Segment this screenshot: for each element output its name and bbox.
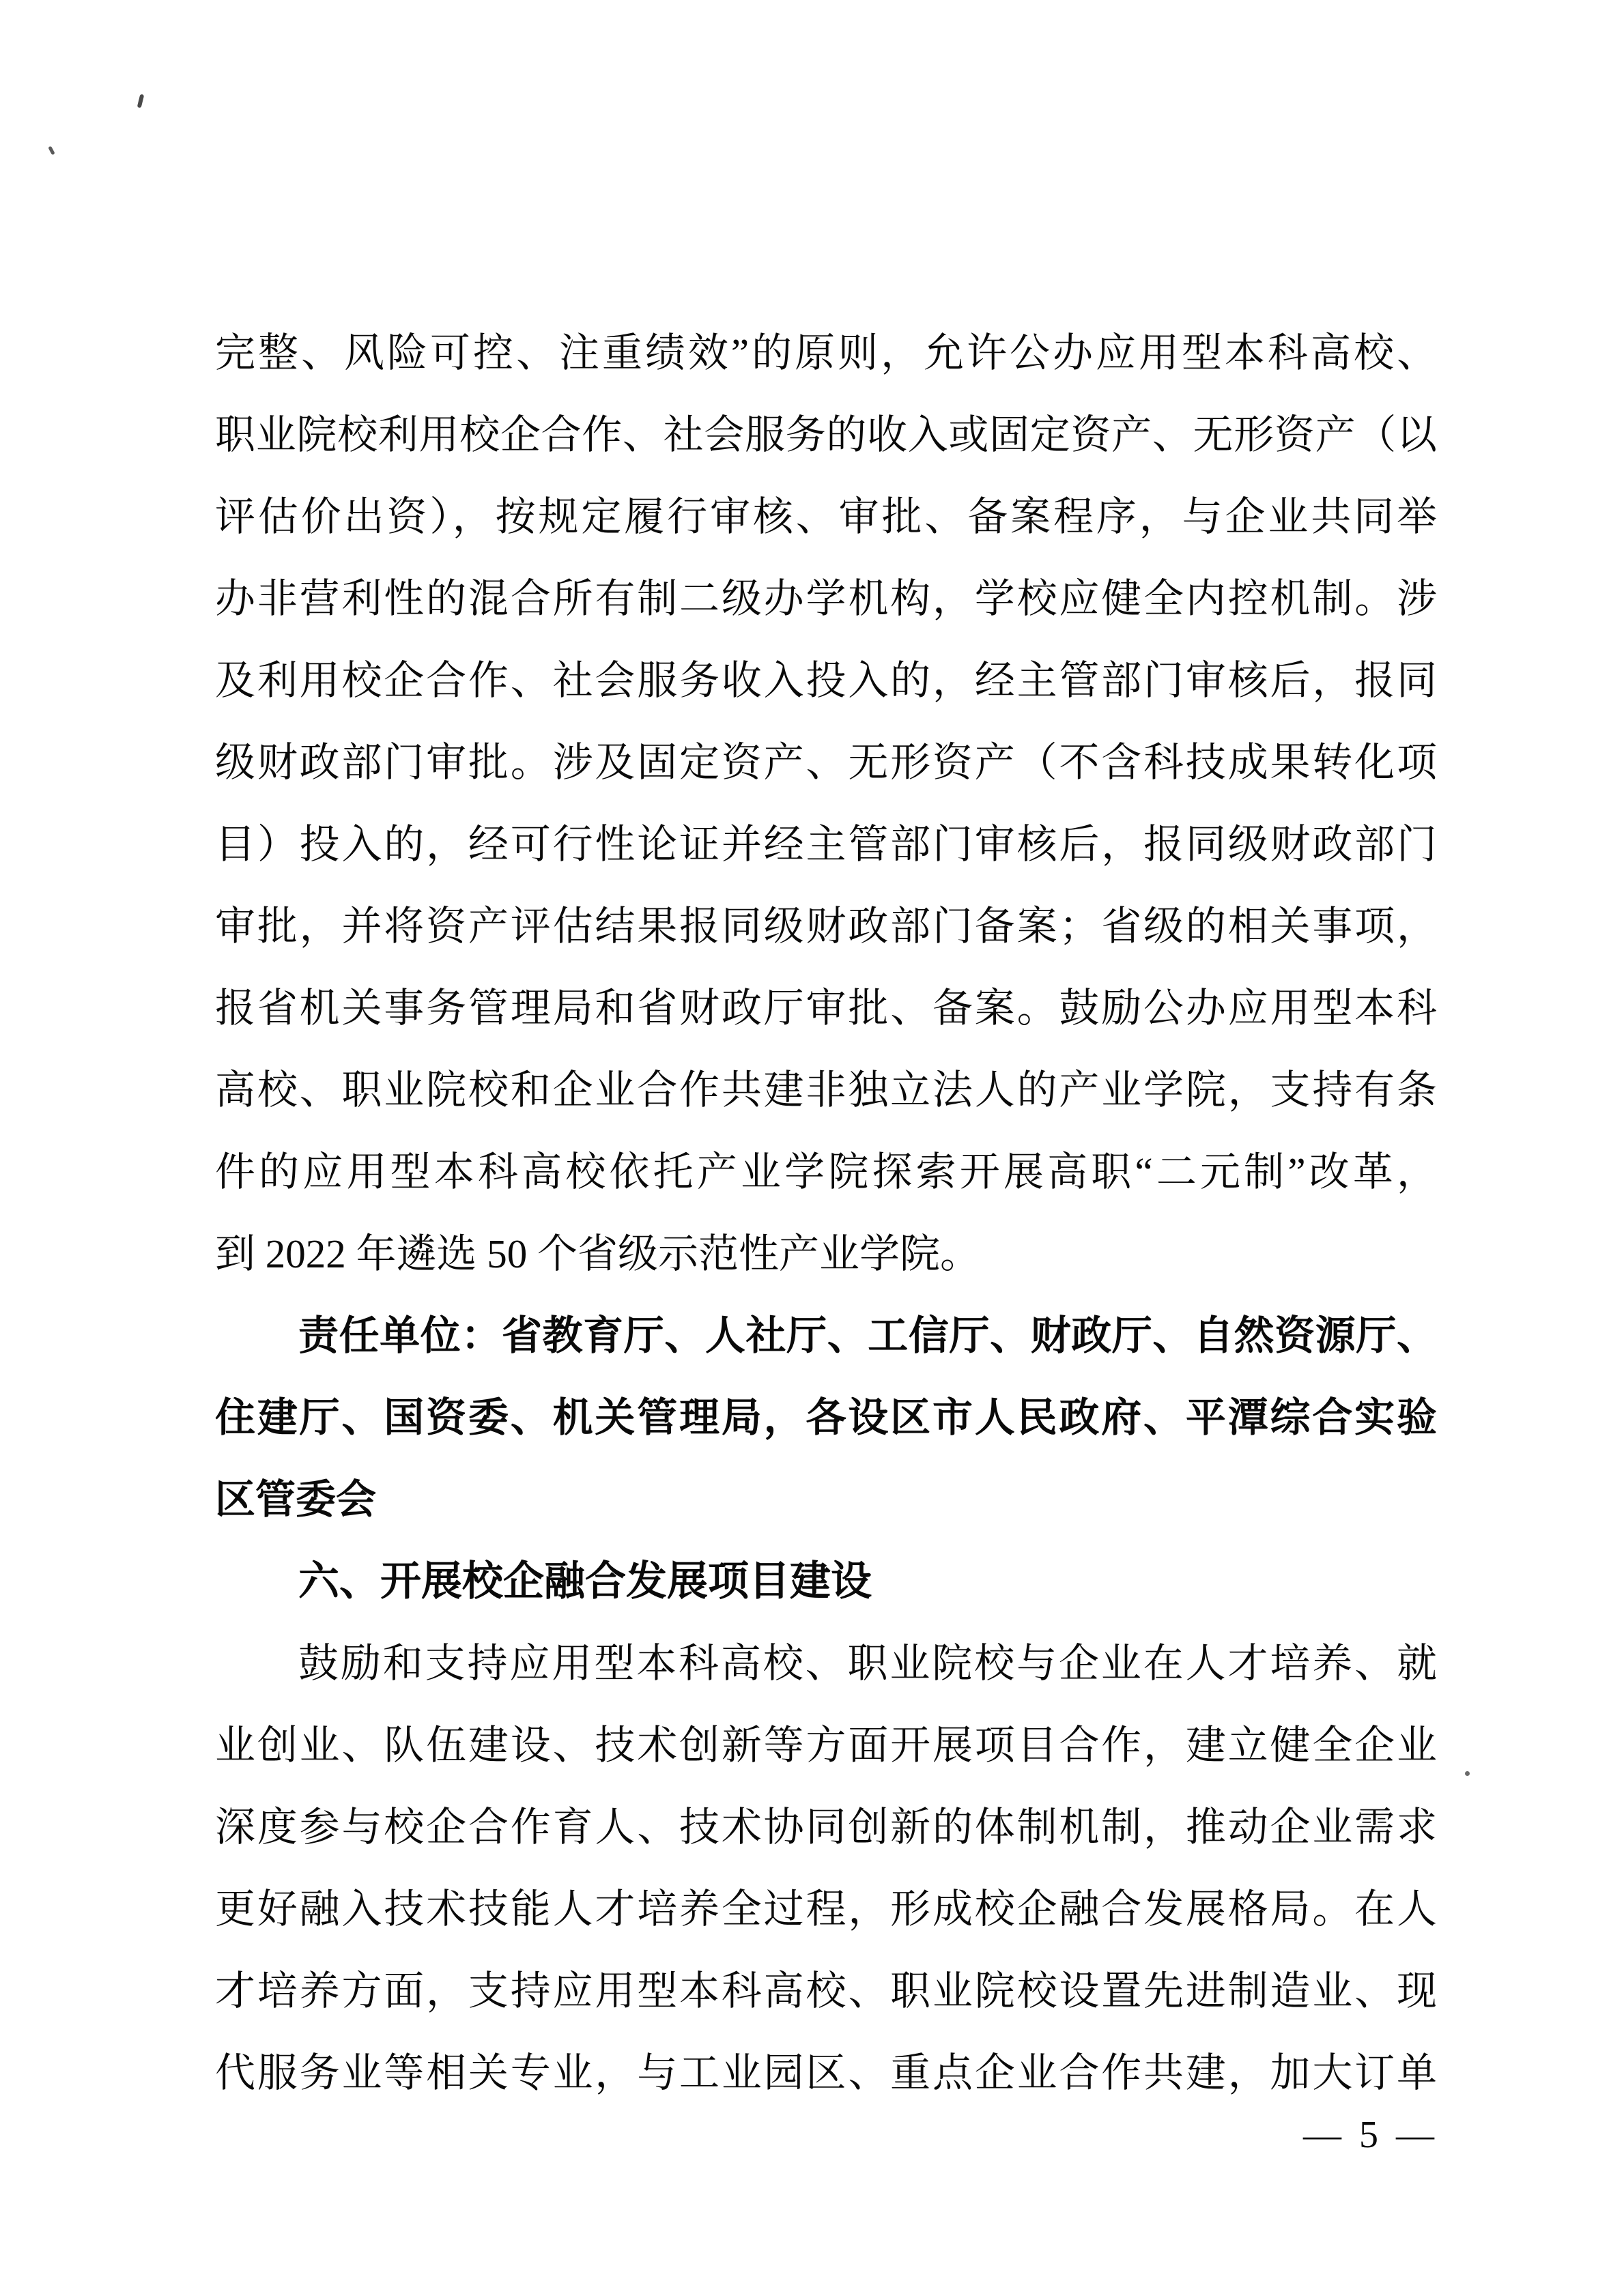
responsible-unit-line: 区管委会 [215,1477,377,1522]
body-text-line: 目）投入的，经可行性论证并经主管部门审核后，报同级财政部门 [215,822,1437,867]
body-text-line: 才培养方面，支持应用型本科高校、职业院校设置先进制造业、现 [215,1968,1437,2013]
body-text-line: 代服务业等相关专业，与工业园区、重点企业合作共建，加大订单 [215,2050,1437,2095]
body-text-line: 更好融入技术技能人才培养全过程，形成校企融合发展格局。在人 [215,1886,1437,1932]
responsible-unit-line: 住建厅、国资委、机关管理局，各设区市人民政府、平潭综合实验 [215,1395,1437,1440]
responsible-unit-line: 责任单位：省教育厅、人社厅、工信厅、财政厅、自然资源厅、 [298,1313,1437,1358]
scan-artifact [1465,1771,1470,1776]
scan-artifact [137,94,145,109]
page-number: — 5 — [1303,2114,1438,2156]
body-text-line: 业创业、队伍建设、技术创新等方面开展项目合作，建立健全企业 [215,1723,1437,1768]
body-text-line: 到 2022 年遴选 50 个省级示范性产业学院。 [215,1231,981,1276]
body-text-line: 审批，并将资产评估结果报同级财政部门备案；省级的相关事项， [215,904,1437,949]
scan-artifact [48,146,55,156]
body-text-line: 鼓励和支持应用型本科高校、职业院校与企业在人才培养、就 [298,1641,1437,1686]
section-heading: 六、开展校企融合发展项目建设 [298,1558,872,1604]
body-text-line: 办非营利性的混合所有制二级办学机构，学校应健全内控机制。涉 [215,576,1437,621]
body-text-line: 及利用校企合作、社会服务收入投入的，经主管部门审核后，报同 [215,658,1437,703]
body-text-line: 高校、职业院校和企业合作共建非独立法人的产业学院，支持有条 [215,1067,1437,1113]
body-text-line: 报省机关事务管理局和省财政厅审批、备案。鼓励公办应用型本科 [215,986,1437,1031]
document-body [215,312,1437,2114]
body-text-line: 级财政部门审批。涉及固定资产、无形资产（不含科技成果转化项 [215,740,1437,785]
body-text-line: 深度参与校企合作育人、技术协同创新的体制机制，推动企业需求 [215,1805,1437,1850]
body-text-line: 评估价出资），按规定履行审核、审批、备案程序，与企业共同举 [215,494,1437,539]
body-text-line: 职业院校利用校企合作、社会服务的收入或固定资产、无形资产（以 [215,412,1437,457]
body-text-line: 件的应用型本科高校依托产业学院探索开展高职“二元制”改革， [215,1149,1437,1194]
body-text-line: 完整、风险可控、注重绩效”的原则，允许公办应用型本科高校、 [215,330,1437,375]
